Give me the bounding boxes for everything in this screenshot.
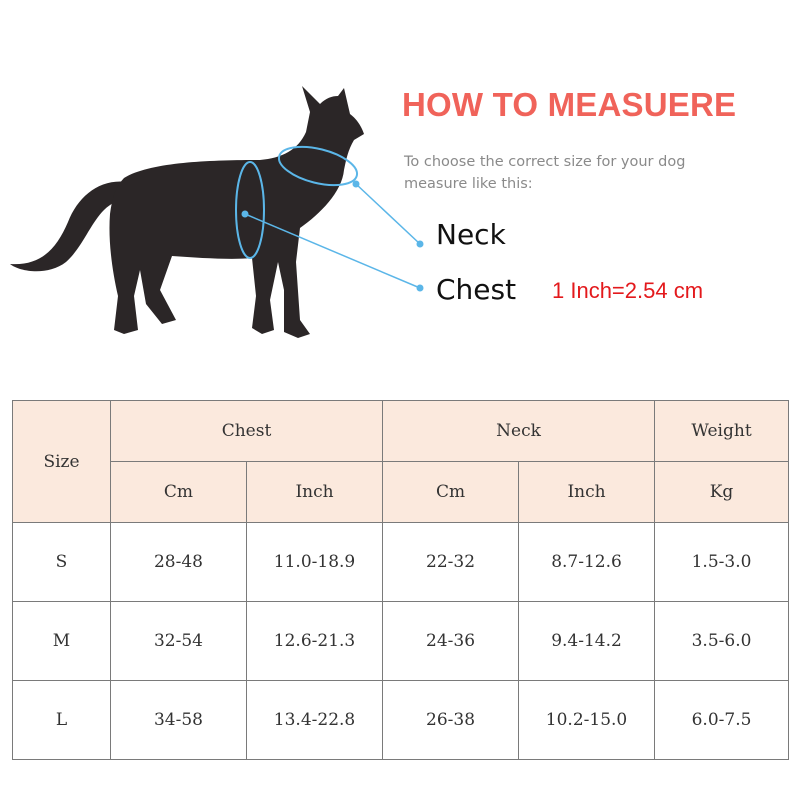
neck-inch-header: Inch <box>519 462 655 523</box>
table-cell: 28-48 <box>111 523 247 602</box>
chest-group-header: Chest <box>111 401 383 462</box>
table-row <box>13 681 789 760</box>
table-cell: 11.0-18.9 <box>247 523 383 602</box>
size-cell: S <box>13 523 111 602</box>
table-cell: 24-36 <box>383 602 519 681</box>
size-cell: M <box>13 602 111 681</box>
table-cell: 12.6-21.3 <box>247 602 383 681</box>
table-cell: 13.4-22.8 <box>247 681 383 760</box>
table-cell: 6.0-7.5 <box>655 681 789 760</box>
unit-conversion-note: 1 Inch=2.54 cm <box>552 278 704 303</box>
chest-cm-header: Cm <box>111 462 247 523</box>
table-cell: 10.2-15.0 <box>519 681 655 760</box>
table-cell: 22-32 <box>383 523 519 602</box>
table-cell: 32-54 <box>111 602 247 681</box>
chest-inch-header: Inch <box>247 462 383 523</box>
table-cell: 1.5-3.0 <box>655 523 789 602</box>
neck-group-header: Neck <box>383 401 655 462</box>
size-chart-table <box>12 400 789 760</box>
table-cell: 9.4-14.2 <box>519 602 655 681</box>
page-subtitle: To choose the correct size for your dog measure like this: <box>404 154 686 192</box>
neck-label: Neck <box>436 218 506 251</box>
neck-cm-header: Cm <box>383 462 519 523</box>
table-cell: 34-58 <box>111 681 247 760</box>
chest-label: Chest <box>436 273 517 306</box>
size-cell: L <box>13 681 111 760</box>
table-cell: 8.7-12.6 <box>519 523 655 602</box>
measure-illustration <box>0 0 800 380</box>
table-header-row <box>13 401 789 462</box>
weight-kg-header: Kg <box>655 462 789 523</box>
weight-group-header: Weight <box>655 401 789 462</box>
table-subheader-row <box>13 462 789 523</box>
table-cell: 3.5-6.0 <box>655 602 789 681</box>
table-cell: 26-38 <box>383 681 519 760</box>
page-title: HOW TO MEASUERE <box>402 86 737 123</box>
size-header: Size <box>13 401 111 523</box>
table-row <box>13 602 789 681</box>
table-row <box>13 523 789 602</box>
